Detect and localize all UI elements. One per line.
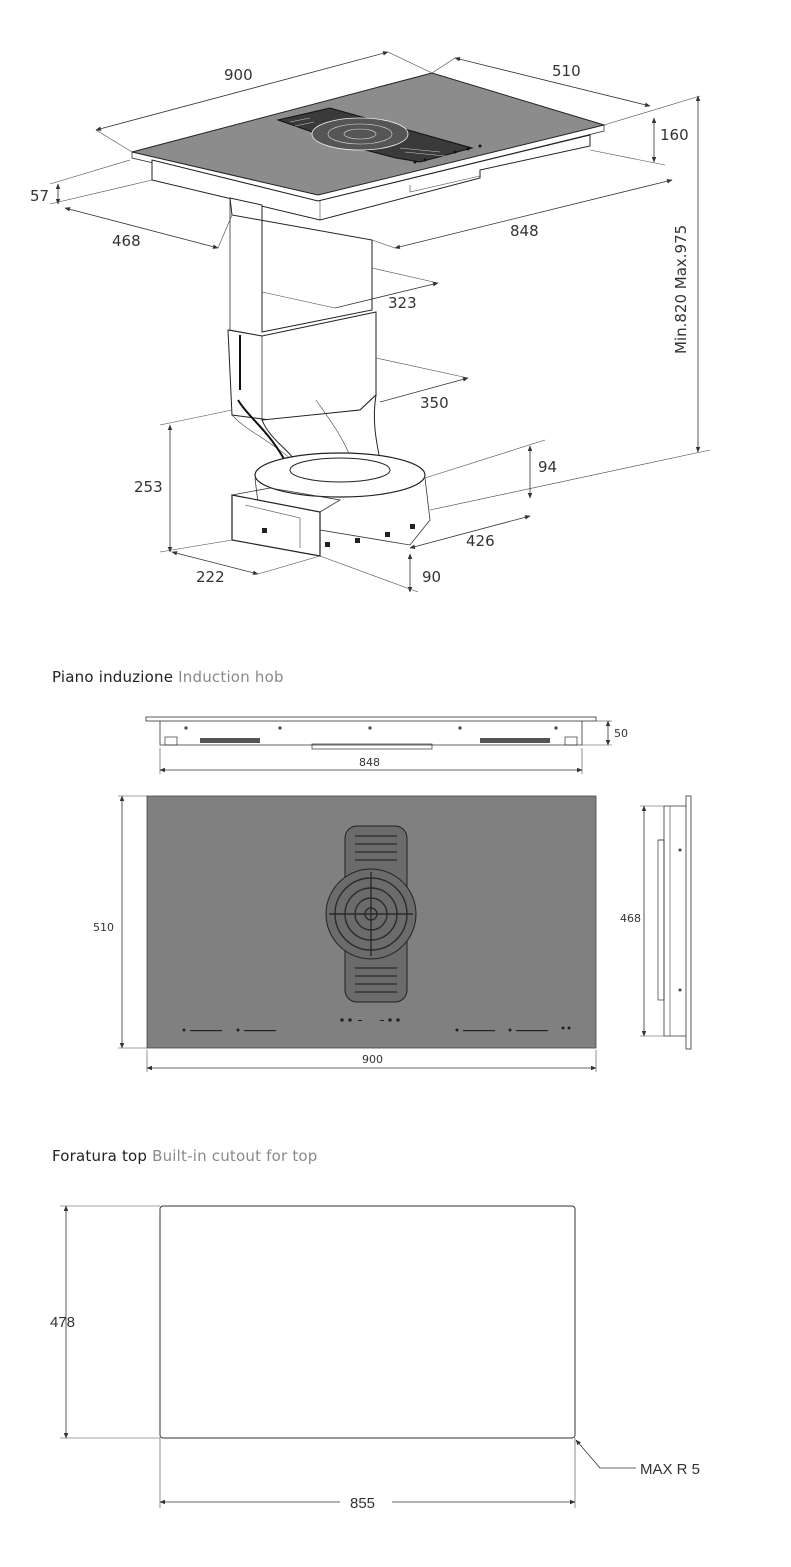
dim-855: 855 — [350, 1495, 376, 1512]
hob-side-view — [146, 717, 628, 774]
dim-468-hob: 468 — [620, 912, 641, 925]
air-outlet-box — [232, 495, 320, 556]
cutout-rectangle — [160, 1206, 575, 1438]
dim-160: 160 — [660, 126, 689, 144]
dim-height-range: Min.820 Max.975 — [672, 224, 690, 354]
dim-57: 57 — [30, 187, 50, 205]
dim-253: 253 — [134, 478, 163, 496]
section-title-hob — [52, 668, 284, 686]
dim-426: 426 — [466, 532, 495, 550]
motor-column-upper — [230, 198, 372, 332]
dim-468-iso: 468 — [112, 232, 141, 250]
section-title-cutout-en: Built-in cutout for top — [152, 1147, 318, 1165]
cutout-view — [50, 1206, 700, 1512]
dim-50: 50 — [614, 727, 628, 740]
dim-900-iso: 900 — [224, 66, 253, 84]
dim-222: 222 — [196, 568, 225, 586]
radius-label: MAX R 5 — [640, 1461, 701, 1478]
motor-column-lower — [228, 312, 376, 420]
section-title-cutout — [52, 1147, 318, 1165]
section-title-hob-en: Induction hob — [178, 668, 284, 686]
dim-848-hob: 848 — [359, 756, 380, 769]
dim-900-hob: 900 — [362, 1053, 383, 1066]
dim-510-iso: 510 — [552, 62, 581, 80]
dim-323: 323 — [388, 294, 417, 312]
hob-top-view — [93, 796, 596, 1072]
dim-350: 350 — [420, 394, 449, 412]
dim-94: 94 — [538, 458, 558, 476]
isometric-view — [30, 52, 710, 592]
dim-848-iso: 848 — [510, 222, 539, 240]
dim-510-hob: 510 — [93, 921, 114, 934]
dim-478: 478 — [50, 1314, 76, 1331]
section-title-cutout-it: Foratura top — [52, 1147, 148, 1165]
dim-90: 90 — [422, 568, 442, 586]
section-title-hob-it: Piano induzione — [52, 668, 174, 686]
hob-profile-view — [620, 796, 691, 1049]
